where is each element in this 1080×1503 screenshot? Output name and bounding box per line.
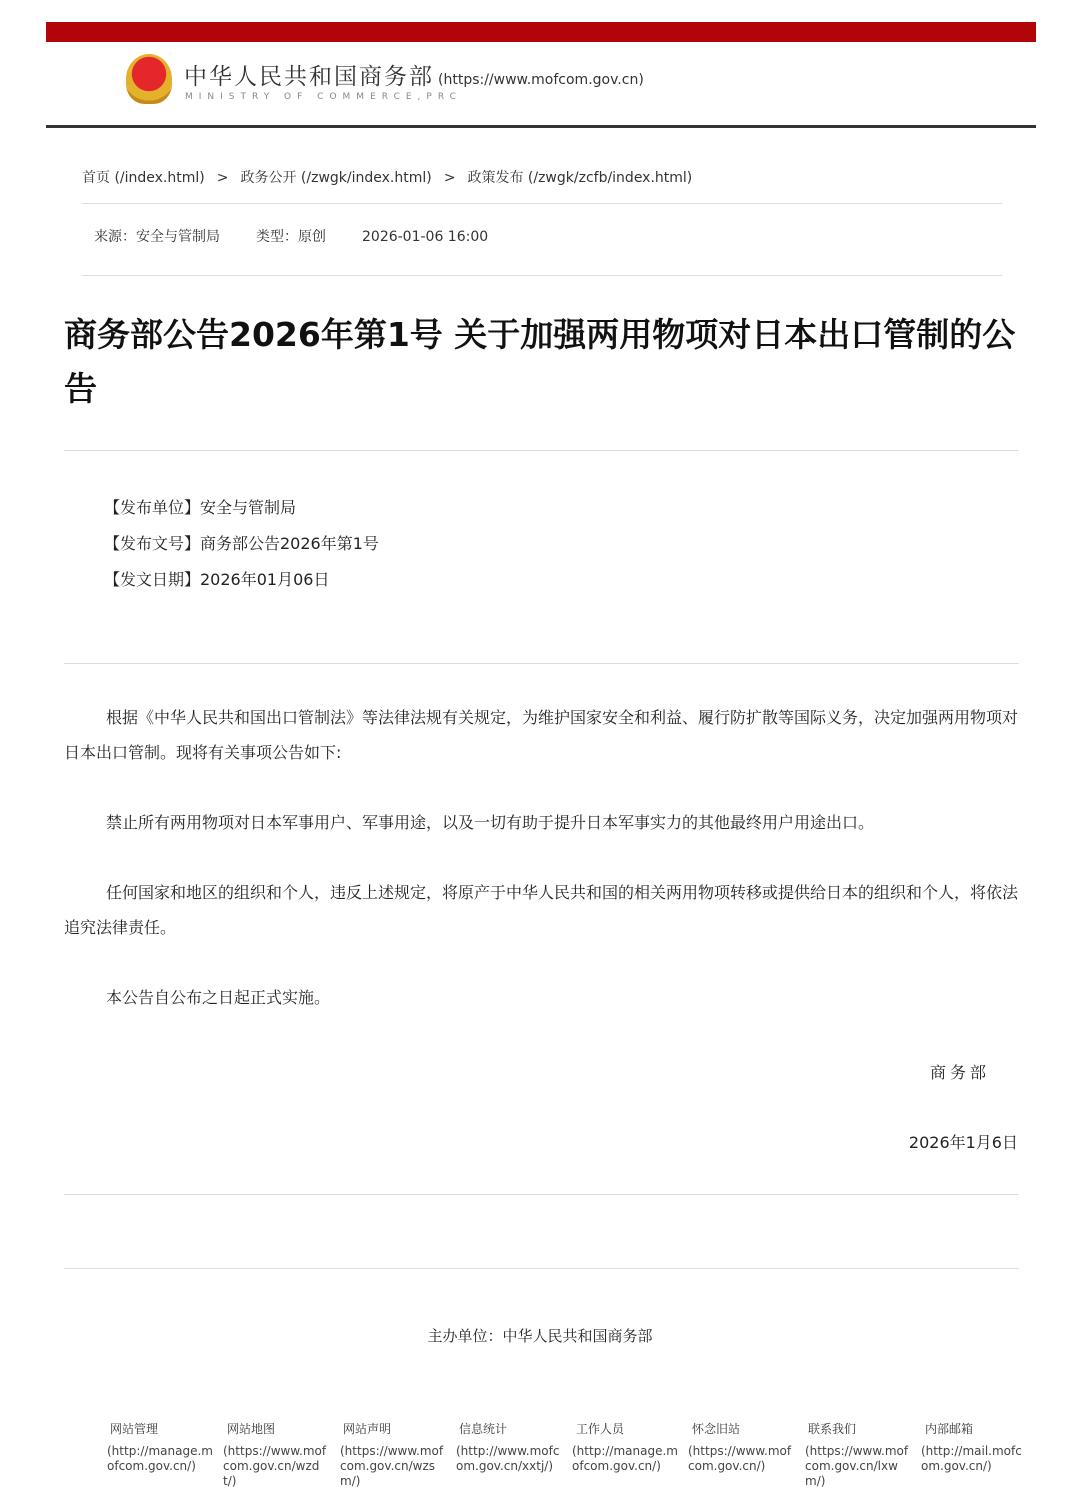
footer-link[interactable]: 联系我们 bbox=[808, 1422, 857, 1436]
datetime: 2026-01-06 16:00 bbox=[362, 229, 489, 245]
divider bbox=[82, 275, 1002, 276]
footer-link[interactable]: 信息统计 bbox=[459, 1422, 508, 1436]
footer-link-url[interactable]: (http://manage.mofcom.gov.cn/) bbox=[107, 1444, 213, 1473]
top-red-bar bbox=[46, 22, 1036, 42]
site-url[interactable]: (https://www.mofcom.gov.cn) bbox=[438, 72, 644, 88]
crumb-home[interactable]: 首页 (/index.html) bbox=[82, 170, 205, 186]
article-info bbox=[104, 490, 379, 598]
footer-link[interactable]: 网站声明 bbox=[343, 1422, 392, 1436]
paragraph: 任何国家和地区的组织和个人，违反上述规定，将原产于中华人民共和国的相关两用物项转移或提供给日本的组织和个人，将依法追究法律责任。 bbox=[64, 883, 1019, 937]
paragraph: 本公告自公布之日起正式实施。 bbox=[106, 988, 331, 1007]
doc-number: 【发布文号】商务部公告2026年第1号 bbox=[104, 534, 379, 553]
divider bbox=[64, 1268, 1019, 1269]
crumb-zcfb[interactable]: 政策发布 (/zwgk/zcfb/index.html) bbox=[467, 170, 693, 186]
header-divider bbox=[46, 125, 1036, 128]
issuer: 【发布单位】安全与管制局 bbox=[104, 498, 297, 517]
site-name[interactable]: 中华人民共和国商务部 (https://www.mofcom.gov.cn) bbox=[184, 64, 644, 90]
footer-link[interactable]: 网站地图 bbox=[227, 1422, 276, 1436]
issue-date: 【发文日期】2026年01月06日 bbox=[104, 570, 330, 589]
divider bbox=[64, 450, 1019, 451]
paragraph: 根据《中华人民共和国出口管制法》等法律法规有关规定，为维护国家安全和利益、履行防扩散等国际义务，决定加强两用物项对日本出口管制。现将有关事项公告如下: bbox=[64, 708, 1019, 762]
footer-link-url[interactable]: (https://www.mofcom.gov.cn/) bbox=[688, 1444, 792, 1473]
article-body bbox=[64, 700, 1022, 1050]
article-title: 商务部公告2026年第1号 关于加强两用物项对日本出口管制的公告 bbox=[64, 315, 1016, 408]
footer-link-url[interactable]: (https://www.mofcom.gov.cn/wzdt/) bbox=[223, 1444, 327, 1488]
divider bbox=[64, 1194, 1019, 1195]
crumb-zwgk[interactable]: 政务公开 (/zwgk/index.html) bbox=[240, 170, 432, 186]
footer-host: 主办单位：中华人民共和国商务部 bbox=[427, 1327, 653, 1345]
footer-link-url[interactable]: (http://manage.mofcom.gov.cn/) bbox=[572, 1444, 678, 1473]
crumb-sep: > bbox=[443, 170, 456, 186]
national-emblem-logo[interactable] bbox=[126, 54, 172, 104]
signature: 商务部 bbox=[929, 1063, 990, 1082]
sign-date: 2026年1月6日 bbox=[908, 1133, 1018, 1152]
footer-link[interactable]: 网站管理 bbox=[110, 1422, 159, 1436]
article-meta bbox=[94, 226, 524, 246]
footer-link-url[interactable]: (https://www.mofcom.gov.cn/lxwm/) bbox=[805, 1444, 909, 1488]
divider bbox=[64, 663, 1019, 664]
footer-link[interactable]: 内部邮箱 bbox=[925, 1422, 974, 1436]
footer-link-url[interactable]: (http://www.mofcom.gov.cn/xxtj/) bbox=[456, 1444, 560, 1473]
footer-link-url[interactable]: (https://www.mofcom.gov.cn/wzsm/) bbox=[340, 1444, 444, 1488]
type: 类型：原创 bbox=[256, 229, 326, 245]
footer-link[interactable]: 怀念旧站 bbox=[692, 1422, 741, 1436]
footer-link-url[interactable]: (http://mail.mofcom.gov.cn/) bbox=[921, 1444, 1022, 1473]
crumb-sep: > bbox=[216, 170, 229, 186]
footer-link[interactable]: 工作人员 bbox=[576, 1422, 625, 1436]
breadcrumb bbox=[82, 167, 704, 187]
paragraph: 禁止所有两用物项对日本军事用户、军事用途，以及一切有助于提升日本军事实力的其他最终用户用途出口。 bbox=[106, 813, 875, 832]
site-name-en: MINISTRY OF COMMERCE,PRC bbox=[185, 92, 462, 102]
divider bbox=[82, 203, 1002, 204]
source: 来源：安全与管制局 bbox=[94, 229, 220, 245]
